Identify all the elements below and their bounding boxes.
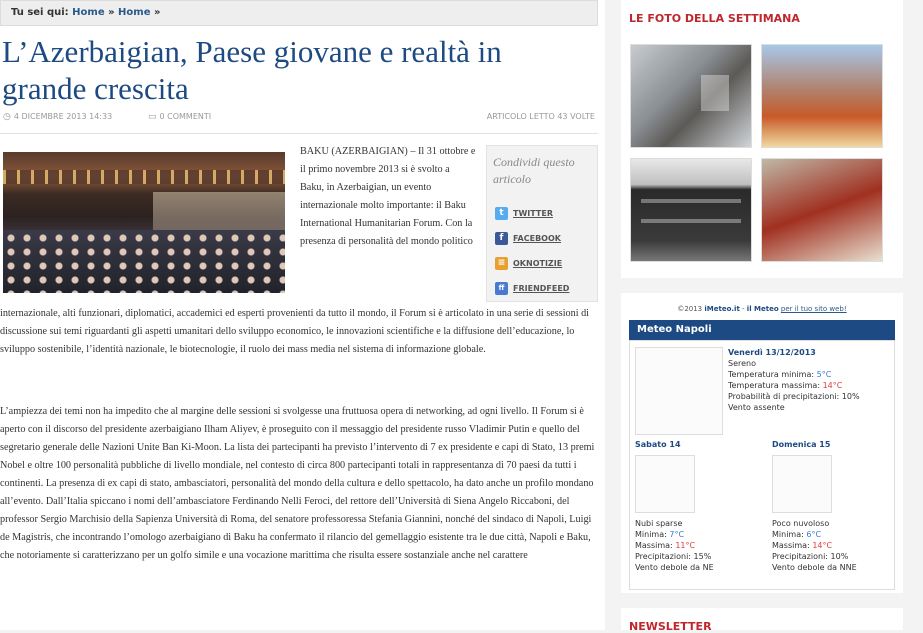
article-intro-continued: internazionale, alti funzionari, diplomatici, accademici ed esperti provenienti da tutto il mondo, il Forum si è articolato in una serie di sessioni di discussione sui temi riguardanti gli aspetti umanitari dello sviluppo economico, le innovazioni scientifiche e la diffusione dell’educazione, lo sviluppo sostenibile, l’identità nazionale, le biotecnologie, il ruolo dei mass media nel sistema di informazione globale. [0,308,590,355]
today-forecast: Venerdì 13/12/2013 Sereno Temperatura minima: 5°C Temperatura massima: 14°C Probabilità di precipitazioni: 10% Vento assente [728,348,860,412]
oknotizie-icon: ≡ [495,257,508,270]
friendfeed-icon: ff [495,282,508,295]
article-paragraph: L’ampiezza dei temi non ha impedito che al margine delle sessioni si svolgesse una fruttuosa opera di networking, ad ogni livello. Il Forum si è aperto con il discorso del presidente azerbaigiano Ilham Aliyev, è proseguito con il messaggio del presidente russo Vladimir Putin e quello del segretario generale delle Nazioni Unite Ban Ki-Moon. La lista dei partecipanti ha previsto l’intervento di 7 ex presidente e capi di Stato, 13 premi Nobel e oltre 100 personalità pubbliche di livello mondiale, nel contesto di circa 800 partecipanti totali in rappresentanza di 70 paesi da tutti i continenti. La presenza di ex capi di stato, ambasciatori, personalità del mondo della cultura e dello spettacolo, ha dato anche un profilo mondano all’evento. Dall’Italia spiccano i nomi dell’ambasciatore Ferdinando Nelli Feroci, del rettore dell’Università di Siena Angelo Riccaboni, del professor Sergio Marchisio della Sapienza Università di Roma, del senatore professoressa Stefania Giannini, nonché del sindaco di Napoli, Luigi de Magistris, che incontrando l’omologo azerbaigiano di Baku ha confermato il rilancio del gemellaggio esistente tra le due città, Napoli e Baku, che notoriamente si caratterizzano per un golfo simile e una vocazione marittima che risulta essere sostanziale anche nel carattere [0,406,595,561]
breadcrumb-separator: » [153,7,161,18]
share-facebook-link[interactable] [495,231,595,247]
share-friendfeed-label: FRIENDFEED [513,284,570,293]
meteo-forecast [629,340,895,590]
meteo-title: Meteo Napoli [629,320,895,340]
share-twitter-link[interactable] [495,206,595,222]
clock-icon: ◷ [3,112,11,122]
share-box [486,145,598,302]
meteo-credit: ©2013 iMeteo.it - il Meteo per il tuo sito web! [677,305,847,313]
breadcrumb-home-link[interactable]: Home [72,7,105,18]
meteo-brand: iMeteo.it [704,305,740,313]
newsletter-title: NEWSLETTER [629,620,712,633]
photo-thumbnail[interactable] [630,158,752,262]
weather-icon [635,347,723,435]
photos-widget [621,0,903,278]
weather-icon [772,455,832,513]
article-meta [3,112,595,126]
share-heading: Condividi questo articolo [493,155,575,186]
read-count: ARTICOLO LETTO 43 VOLTE [486,112,595,121]
today-day: Venerdì 13/12/2013 [728,348,816,357]
saturday-forecast: Nubi sparse Minima: 7°C Massima: 11°C Precipitazioni: 15% Vento debole da NE [635,519,714,572]
share-oknotizie-label: OKNOTIZIE [513,259,563,268]
facebook-icon: f [495,232,508,245]
article-intro: BAKU (AZERBAIGIAN) – Il 31 ottobre e il primo novembre 2013 si è svolto a Baku, in Azerbaigian, un evento internazionale molto importante: il Baku International Humanitarian Forum. Con la presenza di personalità del mondo politico [300,146,476,247]
divider [0,133,598,134]
day-label-sunday: Domenica 15 [772,440,831,449]
photo-thumbnail[interactable] [761,44,883,148]
comment-icon: ▭ [148,112,157,122]
day-label-saturday: Sabato 14 [635,440,681,449]
photo-thumbnail[interactable] [761,158,883,262]
comments-link[interactable] [148,112,211,122]
share-facebook-label: FACEBOOK [513,234,561,243]
photo-thumbnail[interactable] [630,44,752,148]
article-photo [3,152,285,293]
share-twitter-label: TWITTER [513,209,553,218]
breadcrumb [0,0,598,26]
share-oknotizie-link[interactable] [495,256,595,272]
article-date: 4 DICEMBRE 2013 14:33 [13,112,113,121]
comments-count: 0 COMMENTI [159,112,212,121]
twitter-icon: t [495,207,508,220]
share-friendfeed-link[interactable] [495,281,595,297]
weather-icon [635,455,695,513]
sunday-forecast: Poco nuvoloso Minima: 6°C Massima: 14°C Precipitazioni: 10% Vento debole da NNE [772,519,857,572]
meteo-credit-link[interactable]: per il tuo sito web! [780,305,847,313]
breadcrumb-prefix: Tu sei qui: [11,7,69,18]
article-title: L’Azerbaigian, Paese giovane e realtà in grande crescita [2,34,502,106]
newsletter-widget [621,608,903,633]
photos-title: LE FOTO DELLA SETTIMANA [629,12,800,25]
breadcrumb-separator: » [108,7,115,18]
breadcrumb-home-link-2[interactable]: Home [118,7,151,18]
meteo-widget [621,293,903,593]
